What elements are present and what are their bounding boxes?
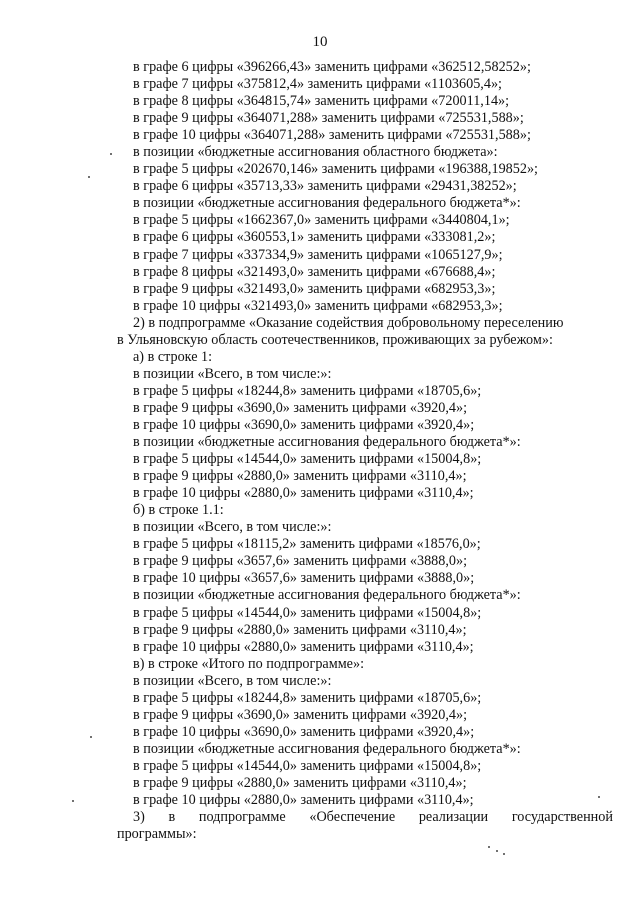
text-line: в графе 9 цифры «2880,0» заменить цифрами «3110,4»;	[133, 774, 467, 791]
word: подпрограмме	[198, 809, 286, 826]
text-line: в графе 5 цифры «14544,0» заменить цифрами «15004,8»;	[133, 451, 482, 468]
scan-artifact	[488, 846, 490, 848]
page-number: 10	[312, 34, 328, 50]
text-line: в позиции «бюджетные ассигнования федерального бюджета*»:	[133, 195, 521, 212]
text-line: в графе 9 цифры «321493,0» заменить цифрами «682953,3»;	[133, 280, 496, 297]
subsection-heading: а) в строке 1:	[133, 348, 213, 365]
text-line: в графе 5 цифры «18115,2» заменить цифрами «18576,0»;	[133, 536, 481, 553]
text-line: в графе 9 цифры «364071,288» заменить цифрами «725531,588»;	[133, 110, 524, 127]
text-line: в позиции «бюджетные ассигнования областного бюджета»:	[133, 144, 498, 161]
text-line: в позиции «Всего, в том числе:»:	[133, 365, 332, 382]
text-line: в графе 7 цифры «337334,9» заменить цифрами «1065127,9»;	[133, 246, 503, 263]
text-line: в графе 6 цифры «360553,1» заменить цифрами «333081,2»;	[133, 229, 496, 246]
document-body	[117, 59, 613, 843]
text-line: в графе 10 цифры «3657,6» заменить цифрами «3888,0»;	[133, 570, 475, 587]
text-line: в позиции «бюджетные ассигнования федерального бюджета*»:	[133, 587, 521, 604]
text-line: в графе 9 цифры «3690,0» заменить цифрами «3920,4»;	[133, 706, 468, 723]
word: в	[168, 809, 176, 826]
text-line: в графе 10 цифры «2880,0» заменить цифрами «3110,4»;	[133, 792, 474, 809]
text-line: в графе 10 цифры «364071,288» заменить цифрами «725531,588»;	[133, 127, 531, 144]
paragraph-continuation: программы»:	[117, 826, 197, 843]
text-line: в графе 5 цифры «18244,8» заменить цифрами «18705,6»;	[133, 689, 482, 706]
text-line: в позиции «Всего, в том числе:»:	[133, 672, 332, 689]
scan-artifact	[90, 736, 92, 738]
subsection-heading: в) в строке «Итого по подпрограмме»:	[133, 655, 365, 672]
text-line: в графе 5 цифры «202670,146» заменить цифрами «196388,19852»;	[133, 161, 538, 178]
text-line: в графе 8 цифры «364815,74» заменить цифрами «720011,14»;	[133, 93, 510, 110]
subsection-heading: б) в строке 1.1:	[133, 502, 224, 519]
scan-artifact	[496, 850, 498, 852]
text-line: в графе 9 цифры «3657,6» заменить цифрами «3888,0»;	[133, 553, 468, 570]
text-line: в графе 9 цифры «2880,0» заменить цифрами «3110,4»;	[133, 621, 467, 638]
text-line: в графе 6 цифры «396266,43» заменить цифрами «362512,58252»;	[133, 59, 531, 75]
scan-artifact	[503, 853, 505, 855]
paragraph-continuation: в Ульяновскую область соотечественников, проживающих за рубежом»:	[117, 331, 553, 348]
text-line: в графе 7 цифры «375812,4» заменить цифрами «1103605,4»;	[133, 76, 502, 93]
text-line: в графе 5 цифры «14544,0» заменить цифрами «15004,8»;	[133, 757, 482, 774]
text-line: в графе 8 цифры «321493,0» заменить цифрами «676688,4»;	[133, 263, 496, 280]
text-line: в графе 5 цифры «18244,8» заменить цифрами «18705,6»;	[133, 382, 482, 399]
scan-artifact	[110, 153, 112, 155]
text-line: в графе 5 цифры «14544,0» заменить цифрами «15004,8»;	[133, 604, 482, 621]
text-line: в графе 10 цифры «3690,0» заменить цифрами «3920,4»;	[133, 416, 475, 433]
text-line: в графе 6 цифры «35713,33» заменить цифрами «29431,38252»;	[133, 178, 517, 195]
text-line: в графе 10 цифры «2880,0» заменить цифрами «3110,4»;	[133, 485, 474, 502]
paragraph-line: 2) в подпрограмме «Оказание содействия добровольному переселению	[133, 314, 564, 331]
text-line: в графе 10 цифры «321493,0» заменить цифрами «682953,3»;	[133, 297, 503, 314]
word: государственной	[511, 809, 613, 826]
word: «Обеспечение	[309, 809, 396, 826]
text-line: в графе 9 цифры «3690,0» заменить цифрами «3920,4»;	[133, 399, 468, 416]
text-line: в графе 10 цифры «2880,0» заменить цифрами «3110,4»;	[133, 638, 474, 655]
scan-artifact	[598, 796, 600, 798]
word: реализации	[418, 809, 489, 826]
scan-artifact	[72, 800, 74, 802]
text-line: в графе 9 цифры «2880,0» заменить цифрами «3110,4»;	[133, 468, 467, 485]
word: 3)	[133, 809, 145, 826]
text-line: в позиции «бюджетные ассигнования федерального бюджета*»:	[133, 740, 521, 757]
text-line: в позиции «Всего, в том числе:»:	[133, 519, 332, 536]
text-line: в графе 10 цифры «3690,0» заменить цифрами «3920,4»;	[133, 723, 475, 740]
text-line: в графе 5 цифры «1662367,0» заменить цифрами «3440804,1»;	[133, 212, 510, 229]
text-line: в позиции «бюджетные ассигнования федерального бюджета*»:	[133, 434, 521, 451]
scan-artifact	[88, 176, 90, 178]
paragraph-line-justified	[117, 809, 613, 826]
